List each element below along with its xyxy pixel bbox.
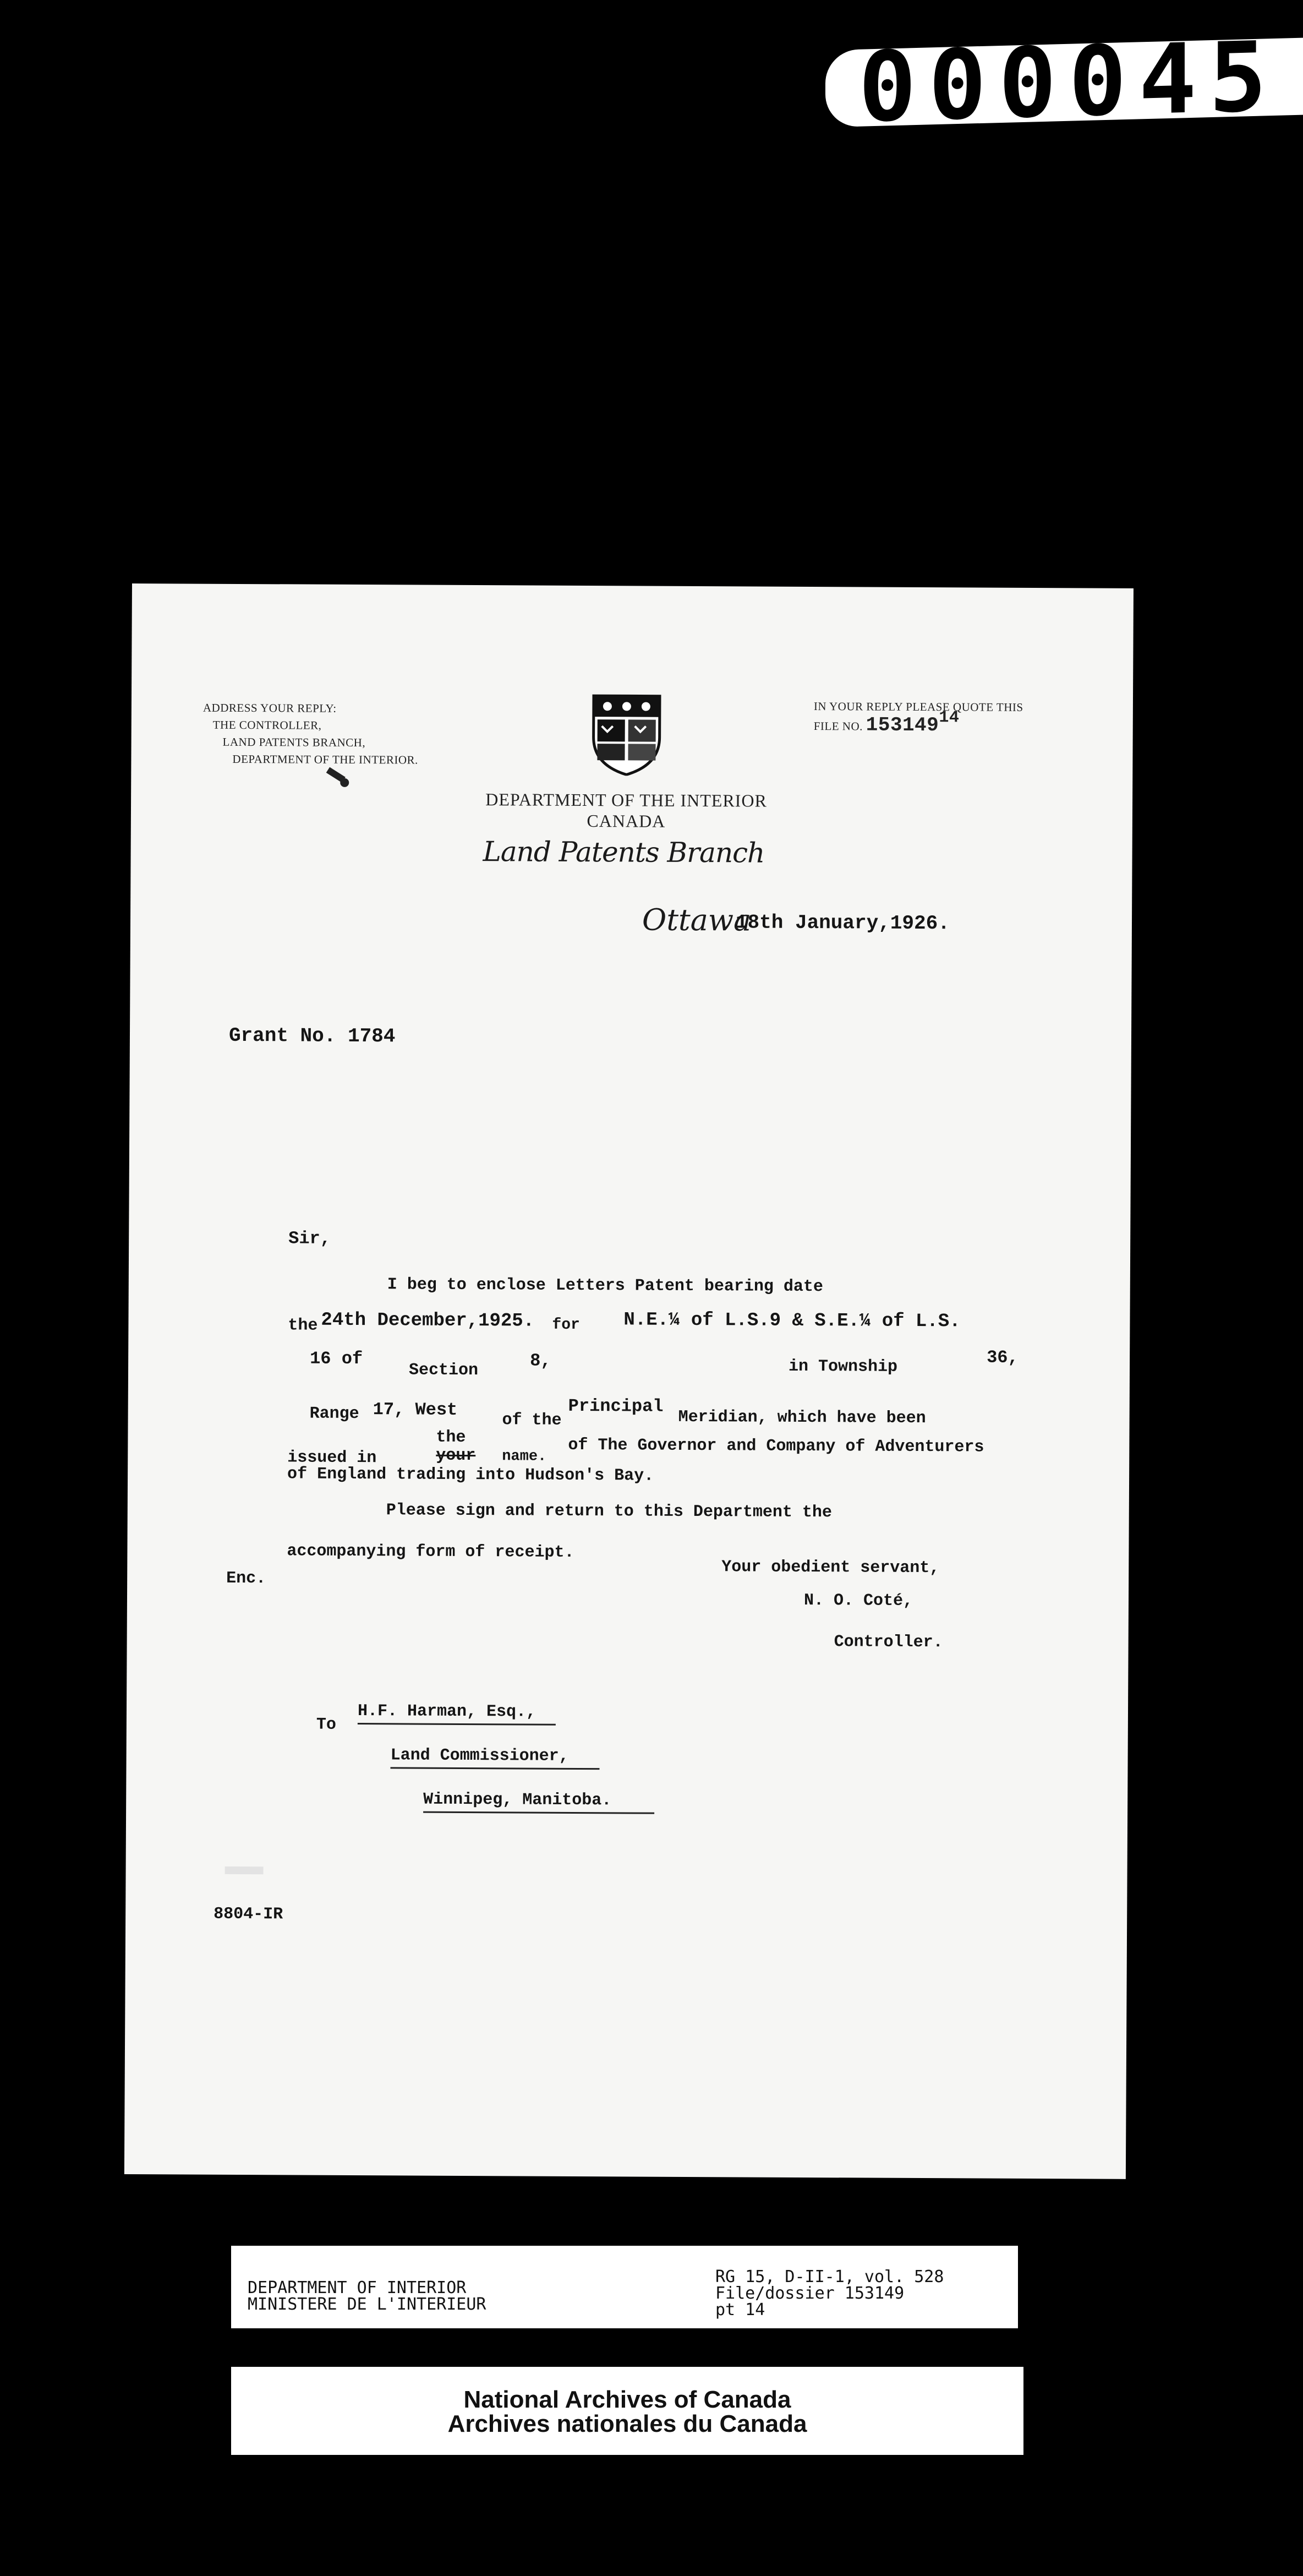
range-number: 17, West <box>373 1399 458 1420</box>
archive-line: pt 14 <box>715 2300 765 2320</box>
archive-department <box>248 2280 486 2313</box>
body-line: I beg to enclose Letters Patent bearing date <box>387 1275 823 1297</box>
address-line: DEPARTMENT OF THE INTERIOR. <box>232 752 418 767</box>
body-line: accompanying form of receipt. <box>287 1542 574 1562</box>
signature: N. O. Coté, <box>803 1591 913 1611</box>
salutation: Sir, <box>288 1228 331 1249</box>
department-name: DEPARTMENT OF THE INTERIOR <box>485 789 767 811</box>
frame-number: 000045 <box>858 21 1279 144</box>
closing: Your obedient servant, <box>721 1558 940 1578</box>
struck-word: your <box>436 1446 476 1466</box>
faint-mark <box>225 1866 264 1874</box>
to-label: To <box>316 1715 336 1734</box>
department-country: CANADA <box>587 811 666 831</box>
grantee-name: of The Governor and Company of Adventurers <box>568 1436 984 1457</box>
address-line: LAND PATENTS BRANCH, <box>222 735 366 750</box>
file-number-line <box>813 708 1023 737</box>
coat-of-arms-icon <box>590 693 663 776</box>
body-text: Meridian, which have been <box>678 1407 926 1428</box>
form-code: 8804-IR <box>213 1904 283 1924</box>
addressee-title: Land Commissioner, <box>390 1746 599 1770</box>
address-reply-block <box>202 700 418 769</box>
body-text: of the <box>502 1411 562 1430</box>
archive-reference-label <box>231 2246 1018 2328</box>
land-description: N.E.¼ of L.S.9 & S.E.¼ of L.S. <box>623 1309 961 1333</box>
body-line: of England trading into Hudson's Bay. <box>287 1465 654 1486</box>
body-text: Range <box>309 1404 359 1424</box>
legal-subdivision: 16 of <box>310 1348 363 1369</box>
national-archives-text <box>231 2388 1023 2436</box>
body-text: in Township <box>788 1357 898 1377</box>
file-no-label: FILE NO. <box>813 719 863 733</box>
archive-line: File/dossier 153149 <box>715 2284 905 2303</box>
letter-date: 18th January,1926. <box>735 911 950 935</box>
archives-name-en: National Archives of Canada <box>463 2386 791 2413</box>
archive-line: MINISTERE DE L'INTERIEUR <box>248 2295 486 2314</box>
address-line: ADDRESS YOUR REPLY: <box>202 701 337 715</box>
department-heading <box>406 788 846 832</box>
section-number: 8, <box>530 1350 551 1371</box>
body-text: Section <box>408 1361 479 1380</box>
file-reference-block <box>814 697 1023 736</box>
signature-title: Controller. <box>834 1633 943 1652</box>
body-text: the <box>288 1316 318 1335</box>
body-text: issued in <box>287 1448 377 1468</box>
archive-line: RG 15, D-II-1, vol. 528 <box>715 2267 944 2286</box>
file-no-value: 153149 <box>866 713 939 737</box>
grant-number: Grant No. 1784 <box>228 1024 396 1048</box>
meridian-name: Principal <box>568 1395 664 1417</box>
body-line: Please sign and return to this Department the <box>386 1501 832 1522</box>
addressee-location: Winnipeg, Manitoba. <box>423 1791 654 1814</box>
archive-line: DEPARTMENT OF INTERIOR <box>248 2278 467 2297</box>
addressee-name: H.F. Harman, Esq., <box>358 1702 556 1726</box>
quote-instruction: IN YOUR REPLY PLEASE QUOTE THIS <box>813 700 1023 714</box>
file-no-part: 14 <box>939 708 960 728</box>
branch-name-script: Land Patents Branch <box>483 836 765 869</box>
township-number: 36, <box>987 1347 1019 1368</box>
archive-reference <box>715 2269 944 2318</box>
enclosure-note: Enc. <box>226 1569 266 1589</box>
address-line: THE CONTROLLER, <box>212 718 322 732</box>
place-script: Ottawa <box>642 902 752 938</box>
letter-page <box>124 583 1134 2179</box>
pencil-mark <box>340 778 349 787</box>
inserted-word: the <box>436 1428 466 1447</box>
body-text: name. <box>502 1448 547 1465</box>
national-archives-label <box>231 2367 1023 2455</box>
archives-name-fr: Archives nationales du Canada <box>447 2410 807 2437</box>
patent-date: 24th December,1925. <box>321 1309 535 1332</box>
body-text: for <box>552 1316 580 1334</box>
